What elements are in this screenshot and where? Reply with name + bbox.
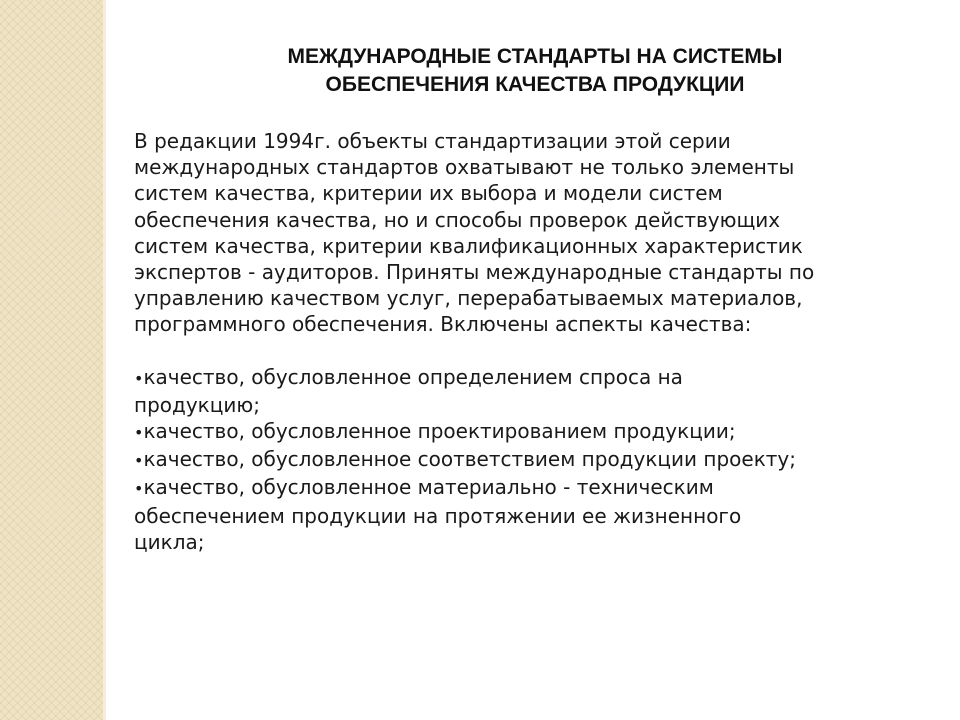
bullet-line: цикла; — [134, 529, 205, 554]
bullet-line — [134, 418, 924, 446]
bullet-icon: • — [134, 479, 144, 499]
intro-paragraph — [134, 128, 924, 338]
bullet-line — [134, 446, 924, 474]
side-band-edge — [103, 0, 106, 720]
paragraph-line: экспертов - аудиторов. Приняты международные стандарты по — [134, 260, 815, 285]
bullet-line: обеспечением продукции на протяжении ее жизненного — [134, 503, 742, 528]
paragraph-spacer — [134, 338, 924, 364]
bullet-list — [134, 364, 924, 555]
decorative-side-band — [0, 0, 103, 720]
paragraph-line: систем качества, критерии их выбора и модели систем — [134, 181, 723, 206]
bullet-line — [134, 474, 924, 502]
bullet-item — [134, 446, 924, 474]
bullet-line — [134, 364, 924, 392]
paragraph-line: систем качества, критерии квалификационных характеристик — [134, 233, 803, 258]
bullet-item — [134, 364, 924, 418]
slide-title — [150, 43, 920, 99]
bullet-icon: • — [134, 423, 144, 443]
bullet-icon: • — [134, 368, 144, 388]
bullet-item — [134, 418, 924, 446]
title-line-2: ОБЕСПЕЧЕНИЯ КАЧЕСТВА ПРОДУКЦИИ — [325, 73, 745, 96]
paragraph-line: обеспечения качества, но и способы проверок действующих — [134, 207, 781, 232]
bullet-line: продукцию; — [134, 392, 260, 417]
bullet-text: качество, обусловленное проектированием продукции; — [143, 419, 736, 444]
paragraph-line: В редакции 1994г. объекты стандартизации этой серии — [134, 129, 731, 153]
paragraph-line: программного обеспечения. Включены аспекты качества: — [134, 312, 752, 337]
bullet-icon: • — [134, 451, 144, 471]
bullet-text: качество, обусловленное соответствием продукции проекту; — [143, 447, 797, 472]
bullet-item — [134, 474, 924, 555]
slide-body — [134, 128, 924, 555]
bullet-text: качество, обусловленное материально - техническим — [143, 475, 714, 500]
title-line-1: МЕЖДУНАРОДНЫЕ СТАНДАРТЫ НА СИСТЕМЫ — [287, 45, 783, 68]
paragraph-line: управлению качеством услуг, перерабатываемых материалов, — [134, 286, 803, 311]
bullet-text: качество, обусловленное определением спроса на — [143, 364, 683, 389]
paragraph-line: международных стандартов охватывают не только элементы — [134, 155, 795, 180]
